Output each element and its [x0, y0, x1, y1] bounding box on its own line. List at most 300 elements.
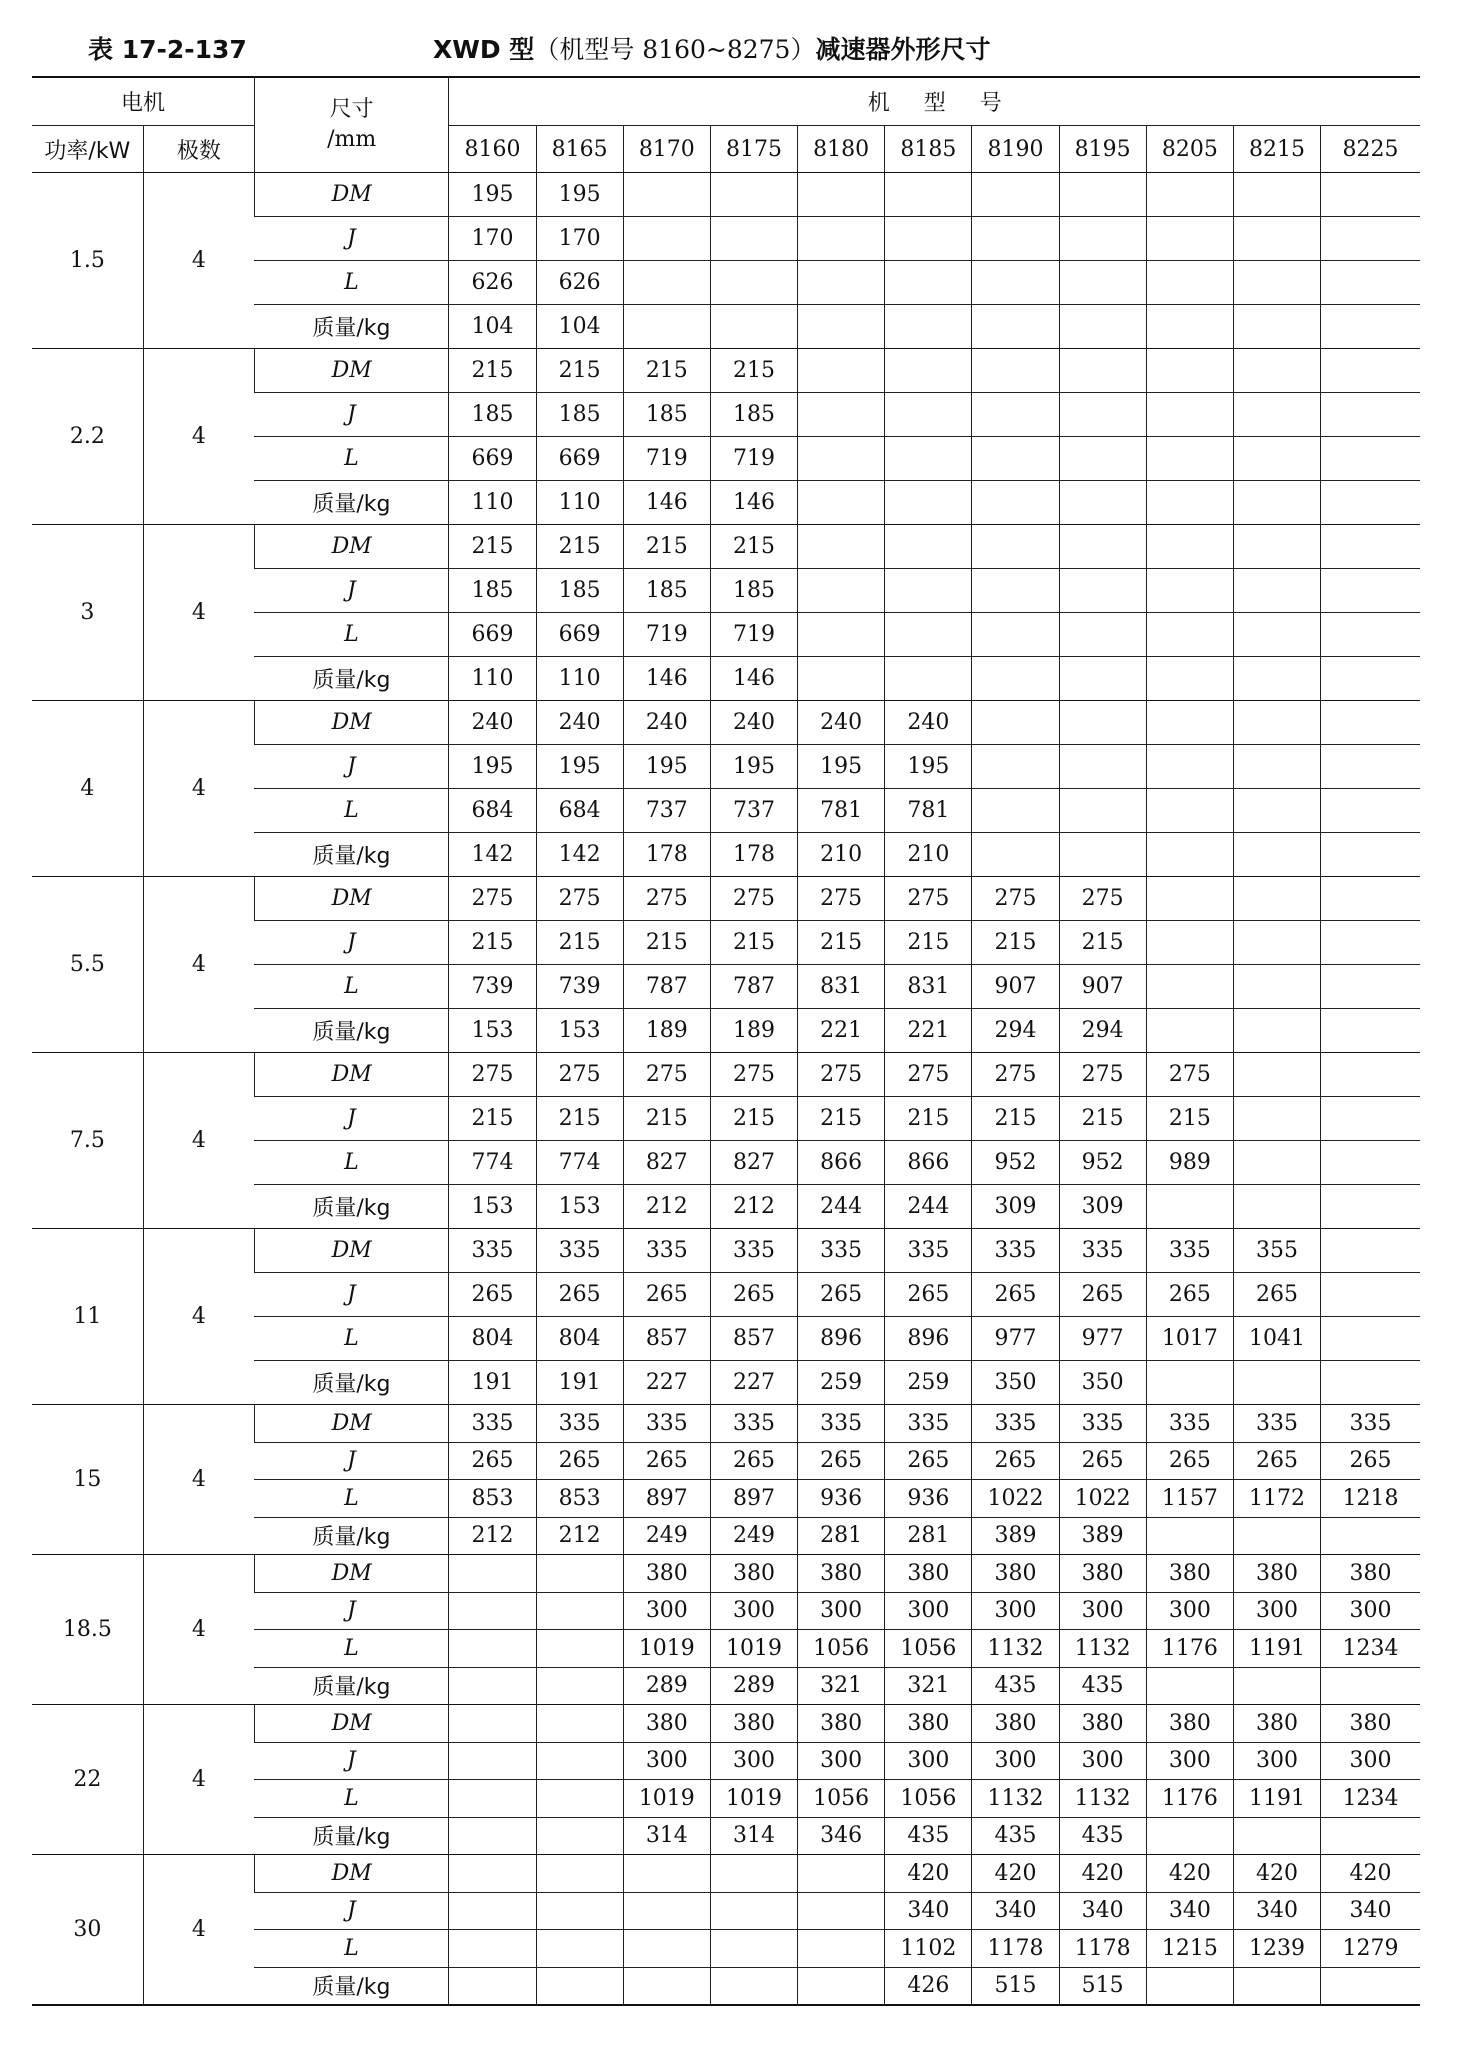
poles-cell: 4 [143, 1053, 254, 1229]
dimension-label: L [254, 1930, 448, 1968]
value-cell: 240 [798, 701, 885, 745]
poles-cell: 4 [143, 877, 254, 1053]
dimension-label: 质量/kg [254, 1009, 448, 1053]
value-cell [1321, 481, 1420, 525]
dimension-label: 质量/kg [254, 1361, 448, 1405]
value-cell: 314 [710, 1817, 797, 1855]
value-cell: 1022 [972, 1480, 1059, 1518]
value-cell [1321, 1141, 1420, 1185]
value-cell: 335 [623, 1229, 710, 1273]
value-cell: 1041 [1233, 1317, 1320, 1361]
value-cell [536, 1967, 623, 2005]
value-cell [1059, 393, 1146, 437]
value-cell: 355 [1233, 1229, 1320, 1273]
value-cell: 300 [972, 1592, 1059, 1630]
value-cell: 739 [536, 965, 623, 1009]
value-cell: 340 [972, 1892, 1059, 1930]
header-power: 功率/kW [32, 126, 143, 173]
value-cell: 110 [536, 481, 623, 525]
table-row [32, 701, 1420, 745]
value-cell [798, 437, 885, 481]
value-cell [1321, 1967, 1420, 2005]
value-cell: 340 [1321, 1892, 1420, 1930]
power-cell: 22 [32, 1705, 143, 1855]
value-cell: 669 [449, 437, 536, 481]
value-cell [1233, 1141, 1320, 1185]
dimension-label: J [254, 1742, 448, 1780]
value-cell: 215 [536, 525, 623, 569]
value-cell [798, 1892, 885, 1930]
title-caption: 减速器外形尺寸 [815, 35, 991, 64]
value-cell: 335 [1059, 1229, 1146, 1273]
value-cell [885, 305, 972, 349]
dimension-label: L [254, 1317, 448, 1361]
dimension-table [32, 76, 1420, 2006]
table-number: 表 17-2-137 [88, 35, 247, 64]
value-cell: 380 [1321, 1555, 1420, 1593]
value-cell: 804 [449, 1317, 536, 1361]
value-cell [1233, 1517, 1320, 1555]
table-row [32, 1405, 1420, 1443]
value-cell: 265 [449, 1273, 536, 1317]
value-cell: 1172 [1233, 1480, 1320, 1518]
dimension-label: DM [254, 1555, 448, 1593]
value-cell: 153 [449, 1009, 536, 1053]
value-cell: 142 [536, 833, 623, 877]
value-cell: 210 [798, 833, 885, 877]
value-cell [1233, 921, 1320, 965]
value-cell: 1234 [1321, 1780, 1420, 1818]
value-cell: 300 [1233, 1742, 1320, 1780]
value-cell [1321, 1097, 1420, 1141]
value-cell: 240 [536, 701, 623, 745]
table-row [32, 877, 1420, 921]
value-cell: 977 [972, 1317, 1059, 1361]
dimension-label: 质量/kg [254, 1185, 448, 1229]
value-cell: 335 [449, 1229, 536, 1273]
value-cell [1146, 1185, 1233, 1229]
value-cell: 1019 [710, 1780, 797, 1818]
value-cell [710, 261, 797, 305]
value-cell [798, 261, 885, 305]
value-cell: 185 [536, 393, 623, 437]
value-cell: 215 [798, 1097, 885, 1141]
value-cell: 146 [710, 481, 797, 525]
value-cell [1233, 613, 1320, 657]
dimension-label: DM [254, 701, 448, 745]
header-model-8195: 8195 [1059, 126, 1146, 173]
value-cell [1233, 1817, 1320, 1855]
value-cell: 212 [449, 1517, 536, 1555]
value-cell: 275 [798, 877, 885, 921]
value-cell [1321, 349, 1420, 393]
dimension-label: DM [254, 525, 448, 569]
value-cell: 1132 [972, 1630, 1059, 1668]
value-cell [536, 1742, 623, 1780]
value-cell [1233, 1361, 1320, 1405]
value-cell [1059, 305, 1146, 349]
power-cell: 11 [32, 1229, 143, 1405]
value-cell [1146, 789, 1233, 833]
value-cell: 185 [536, 569, 623, 613]
value-cell: 275 [449, 877, 536, 921]
value-cell [623, 173, 710, 217]
value-cell [449, 1742, 536, 1780]
value-cell: 737 [710, 789, 797, 833]
value-cell [1321, 789, 1420, 833]
value-cell: 936 [885, 1480, 972, 1518]
value-cell: 215 [1059, 921, 1146, 965]
value-cell [1146, 833, 1233, 877]
dimension-label: L [254, 1630, 448, 1668]
value-cell [885, 173, 972, 217]
dimension-label: DM [254, 1053, 448, 1097]
value-cell [1321, 217, 1420, 261]
value-cell: 787 [623, 965, 710, 1009]
value-cell [1233, 173, 1320, 217]
value-cell: 335 [536, 1405, 623, 1443]
value-cell [536, 1667, 623, 1705]
value-cell [972, 701, 1059, 745]
value-cell [536, 1930, 623, 1968]
value-cell: 515 [972, 1967, 1059, 2005]
value-cell: 684 [536, 789, 623, 833]
table-row [32, 1229, 1420, 1273]
value-cell: 380 [710, 1705, 797, 1743]
value-cell: 275 [1059, 1053, 1146, 1097]
value-cell: 804 [536, 1317, 623, 1361]
value-cell: 866 [798, 1141, 885, 1185]
value-cell [1321, 657, 1420, 701]
value-cell [1233, 261, 1320, 305]
value-cell [1321, 1009, 1420, 1053]
value-cell: 275 [710, 877, 797, 921]
value-cell [1321, 1229, 1420, 1273]
value-cell [1321, 745, 1420, 789]
table-row [32, 1855, 1420, 1893]
value-cell [623, 1892, 710, 1930]
value-cell [710, 217, 797, 261]
value-cell [1146, 1817, 1233, 1855]
value-cell: 195 [536, 173, 623, 217]
value-cell [1233, 1967, 1320, 2005]
value-cell: 380 [885, 1555, 972, 1593]
value-cell [623, 1930, 710, 1968]
value-cell: 275 [885, 1053, 972, 1097]
value-cell [972, 569, 1059, 613]
value-cell: 195 [536, 745, 623, 789]
value-cell: 265 [972, 1273, 1059, 1317]
value-cell [1059, 833, 1146, 877]
value-cell [1059, 657, 1146, 701]
value-cell: 435 [885, 1817, 972, 1855]
value-cell: 265 [1233, 1273, 1320, 1317]
value-cell [710, 1930, 797, 1968]
value-cell: 626 [536, 261, 623, 305]
value-cell [710, 173, 797, 217]
value-cell: 335 [1321, 1405, 1420, 1443]
value-cell: 989 [1146, 1141, 1233, 1185]
value-cell [1059, 745, 1146, 789]
value-cell: 110 [449, 481, 536, 525]
value-cell: 281 [798, 1517, 885, 1555]
value-cell: 314 [623, 1817, 710, 1855]
value-cell: 719 [623, 437, 710, 481]
value-cell: 195 [449, 173, 536, 217]
header-model-8160: 8160 [449, 126, 536, 173]
value-cell: 191 [536, 1361, 623, 1405]
value-cell: 227 [623, 1361, 710, 1405]
value-cell: 221 [885, 1009, 972, 1053]
header-model-8185: 8185 [885, 126, 972, 173]
title-bar [88, 30, 1418, 70]
value-cell: 300 [623, 1742, 710, 1780]
value-cell: 420 [1059, 1855, 1146, 1893]
dimension-label: 质量/kg [254, 833, 448, 877]
value-cell [1146, 657, 1233, 701]
power-cell: 1.5 [32, 173, 143, 349]
value-cell: 294 [972, 1009, 1059, 1053]
table-row [32, 525, 1420, 569]
value-cell: 335 [798, 1229, 885, 1273]
value-cell: 669 [536, 437, 623, 481]
value-cell: 265 [1321, 1442, 1420, 1480]
value-cell: 684 [449, 789, 536, 833]
value-cell [885, 569, 972, 613]
header-model-8205: 8205 [1146, 126, 1233, 173]
value-cell [798, 217, 885, 261]
poles-cell: 4 [143, 349, 254, 525]
poles-cell: 4 [143, 525, 254, 701]
dimension-label: 质量/kg [254, 481, 448, 525]
value-cell: 240 [623, 701, 710, 745]
poles-cell: 4 [143, 1555, 254, 1705]
value-cell: 350 [972, 1361, 1059, 1405]
value-cell: 215 [710, 1097, 797, 1141]
value-cell: 215 [710, 525, 797, 569]
value-cell [1233, 437, 1320, 481]
value-cell [536, 1855, 623, 1893]
dimension-label: 质量/kg [254, 657, 448, 701]
value-cell [449, 1780, 536, 1818]
value-cell: 275 [710, 1053, 797, 1097]
value-cell: 227 [710, 1361, 797, 1405]
header-model-8215: 8215 [1233, 126, 1320, 173]
value-cell: 719 [710, 613, 797, 657]
value-cell: 300 [1233, 1592, 1320, 1630]
value-cell [449, 1555, 536, 1593]
value-cell [798, 1967, 885, 2005]
value-cell [1059, 525, 1146, 569]
value-cell: 265 [798, 1442, 885, 1480]
value-cell: 669 [536, 613, 623, 657]
value-cell: 195 [798, 745, 885, 789]
value-cell: 275 [1146, 1053, 1233, 1097]
value-cell [885, 525, 972, 569]
value-cell: 1056 [798, 1630, 885, 1668]
value-cell [623, 217, 710, 261]
value-cell [449, 1930, 536, 1968]
value-cell: 195 [710, 745, 797, 789]
value-cell: 389 [1059, 1517, 1146, 1555]
value-cell [1059, 701, 1146, 745]
value-cell: 275 [972, 1053, 1059, 1097]
value-cell [1233, 701, 1320, 745]
value-cell [972, 349, 1059, 393]
value-cell: 380 [1059, 1705, 1146, 1743]
value-cell: 244 [798, 1185, 885, 1229]
dimension-label: 质量/kg [254, 1517, 448, 1555]
dimension-label: L [254, 613, 448, 657]
value-cell: 435 [972, 1667, 1059, 1705]
value-cell: 1019 [710, 1630, 797, 1668]
value-cell: 265 [885, 1273, 972, 1317]
title-model-prefix: XWD 型 [433, 35, 535, 64]
value-cell: 212 [710, 1185, 797, 1229]
dimension-label: L [254, 1480, 448, 1518]
value-cell: 300 [623, 1592, 710, 1630]
value-cell: 380 [1233, 1555, 1320, 1593]
value-cell: 185 [710, 393, 797, 437]
dimension-label: 质量/kg [254, 1667, 448, 1705]
value-cell: 1056 [885, 1780, 972, 1818]
value-cell: 435 [1059, 1817, 1146, 1855]
value-cell: 335 [710, 1405, 797, 1443]
value-cell: 857 [623, 1317, 710, 1361]
value-cell [972, 481, 1059, 525]
value-cell: 335 [972, 1405, 1059, 1443]
value-cell: 335 [1146, 1229, 1233, 1273]
value-cell: 866 [885, 1141, 972, 1185]
value-cell: 215 [972, 921, 1059, 965]
power-cell: 18.5 [32, 1555, 143, 1705]
value-cell: 265 [885, 1442, 972, 1480]
value-cell [885, 217, 972, 261]
value-cell [1321, 305, 1420, 349]
header-model-8170: 8170 [623, 126, 710, 173]
value-cell [798, 525, 885, 569]
header-motor: 电机 [32, 77, 254, 126]
dimension-label: DM [254, 173, 448, 217]
value-cell [1059, 261, 1146, 305]
value-cell: 146 [623, 481, 710, 525]
value-cell [1233, 657, 1320, 701]
value-cell: 420 [885, 1855, 972, 1893]
value-cell: 300 [1146, 1592, 1233, 1630]
power-cell: 4 [32, 701, 143, 877]
table-row [32, 1053, 1420, 1097]
dimension-label: L [254, 789, 448, 833]
value-cell [798, 393, 885, 437]
value-cell [1146, 1667, 1233, 1705]
value-cell: 1279 [1321, 1930, 1420, 1968]
value-cell [1059, 349, 1146, 393]
value-cell [885, 349, 972, 393]
header-size [254, 77, 448, 173]
value-cell [1146, 437, 1233, 481]
value-cell: 1191 [1233, 1780, 1320, 1818]
header-size-label: 尺寸 [329, 97, 374, 122]
dimension-label: 质量/kg [254, 1817, 448, 1855]
poles-cell: 4 [143, 1229, 254, 1405]
value-cell: 857 [710, 1317, 797, 1361]
table-row [32, 349, 1420, 393]
value-cell: 275 [449, 1053, 536, 1097]
value-cell [1146, 701, 1233, 745]
value-cell: 249 [623, 1517, 710, 1555]
value-cell: 265 [710, 1273, 797, 1317]
value-cell: 340 [1146, 1892, 1233, 1930]
value-cell: 300 [885, 1742, 972, 1780]
value-cell: 275 [623, 877, 710, 921]
value-cell [1233, 569, 1320, 613]
value-cell: 977 [1059, 1317, 1146, 1361]
value-cell: 142 [449, 833, 536, 877]
value-cell [449, 1967, 536, 2005]
value-cell [710, 1892, 797, 1930]
value-cell: 380 [1146, 1705, 1233, 1743]
value-cell: 380 [1321, 1705, 1420, 1743]
value-cell: 215 [449, 349, 536, 393]
value-cell: 215 [710, 921, 797, 965]
value-cell: 1215 [1146, 1930, 1233, 1968]
value-cell: 195 [449, 745, 536, 789]
value-cell: 335 [1059, 1405, 1146, 1443]
value-cell: 420 [1233, 1855, 1320, 1893]
value-cell [1233, 217, 1320, 261]
power-cell: 15 [32, 1405, 143, 1555]
value-cell: 380 [710, 1555, 797, 1593]
value-cell [972, 173, 1059, 217]
value-cell [972, 305, 1059, 349]
value-cell [449, 1705, 536, 1743]
value-cell: 309 [1059, 1185, 1146, 1229]
value-cell: 896 [798, 1317, 885, 1361]
value-cell: 739 [449, 965, 536, 1009]
value-cell: 340 [1059, 1892, 1146, 1930]
value-cell [1059, 613, 1146, 657]
dimension-label: J [254, 745, 448, 789]
value-cell [798, 481, 885, 525]
value-cell: 300 [710, 1592, 797, 1630]
value-cell [1233, 833, 1320, 877]
value-cell [1321, 261, 1420, 305]
value-cell: 265 [536, 1442, 623, 1480]
dimension-label: J [254, 569, 448, 613]
header-model-8180: 8180 [798, 126, 885, 173]
poles-cell: 4 [143, 1405, 254, 1555]
value-cell: 265 [623, 1442, 710, 1480]
value-cell [1321, 1185, 1420, 1229]
value-cell: 265 [1059, 1273, 1146, 1317]
dimension-label: J [254, 1097, 448, 1141]
value-cell [1233, 745, 1320, 789]
dimension-label: 质量/kg [254, 305, 448, 349]
power-cell: 3 [32, 525, 143, 701]
value-cell: 265 [1146, 1273, 1233, 1317]
dimension-label: DM [254, 1855, 448, 1893]
value-cell [623, 261, 710, 305]
value-cell [1059, 481, 1146, 525]
value-cell: 1056 [798, 1780, 885, 1818]
value-cell [1146, 569, 1233, 613]
value-cell: 897 [710, 1480, 797, 1518]
dimension-label: DM [254, 877, 448, 921]
value-cell: 420 [1146, 1855, 1233, 1893]
value-cell [1233, 789, 1320, 833]
value-cell: 289 [710, 1667, 797, 1705]
value-cell: 335 [885, 1229, 972, 1273]
